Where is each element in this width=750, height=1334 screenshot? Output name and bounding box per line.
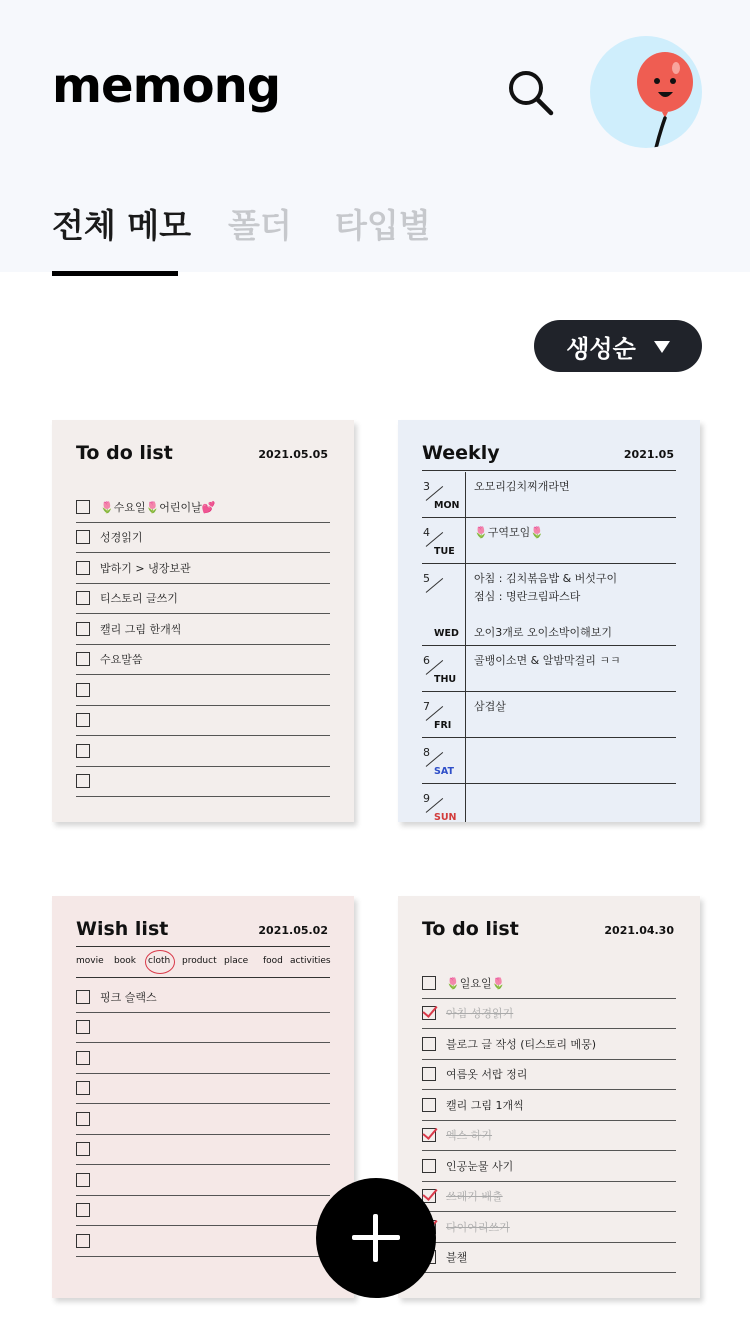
weekly-day-row[interactable] bbox=[422, 564, 676, 646]
checklist-text: 캘리 그림 1개씩 bbox=[446, 1098, 524, 1112]
checklist-text: 수요말씀 bbox=[100, 653, 143, 667]
checklist-row[interactable] bbox=[76, 1104, 330, 1135]
checklist-row[interactable] bbox=[422, 1212, 676, 1243]
weekly-day-text: 오모리김치찌개라면 bbox=[474, 480, 570, 493]
checklist-row[interactable] bbox=[422, 999, 676, 1030]
checklist-row[interactable] bbox=[76, 1165, 330, 1196]
checklist-row[interactable] bbox=[76, 492, 330, 523]
checklist-row[interactable] bbox=[76, 982, 330, 1013]
weekly-day-row[interactable] bbox=[422, 784, 676, 822]
memo-title: Weekly bbox=[422, 442, 500, 464]
weekly-day-cell bbox=[422, 784, 466, 822]
weekly-day-number: 5 bbox=[423, 572, 430, 585]
checkbox-icon[interactable] bbox=[76, 652, 90, 666]
checklist-row[interactable] bbox=[422, 1243, 676, 1274]
todo-list bbox=[422, 968, 676, 1273]
checkbox-icon[interactable] bbox=[422, 1067, 436, 1081]
checkbox-icon[interactable] bbox=[76, 591, 90, 605]
memo-card-todo-0430[interactable] bbox=[398, 896, 700, 1298]
checklist-text: 아침 성경읽기 bbox=[446, 1007, 514, 1021]
memo-card-todo-0505[interactable] bbox=[52, 420, 354, 822]
checklist-row[interactable] bbox=[76, 1196, 330, 1227]
sort-label: 생성순 bbox=[566, 334, 636, 363]
checklist-row[interactable] bbox=[76, 736, 330, 767]
app-header bbox=[0, 0, 750, 272]
weekly-day-name: MON bbox=[434, 500, 460, 511]
checklist-text: 인공눈물 사기 bbox=[446, 1159, 514, 1173]
checklist-row[interactable] bbox=[422, 1121, 676, 1152]
selected-category-circle bbox=[145, 950, 175, 974]
checklist-text: 블챌 bbox=[446, 1251, 468, 1265]
memo-date: 2021.05.02 bbox=[258, 924, 328, 937]
checkbox-icon[interactable] bbox=[76, 744, 90, 758]
weekly-day-row[interactable] bbox=[422, 518, 676, 564]
weekly-day-row[interactable] bbox=[422, 692, 676, 738]
checklist-row[interactable] bbox=[76, 1226, 330, 1257]
memo-date: 2021.05 bbox=[623, 448, 674, 461]
checklist-row[interactable] bbox=[76, 767, 330, 798]
checkbox-icon[interactable] bbox=[76, 1112, 90, 1126]
weekly-day-number: 3 bbox=[423, 480, 430, 493]
checklist-row[interactable] bbox=[76, 614, 330, 645]
balloon-avatar-icon bbox=[590, 36, 702, 148]
wish-category[interactable]: activities bbox=[290, 956, 331, 966]
checklist-text: 🌷일요일🌷 bbox=[446, 976, 506, 990]
checklist-text: 캘리 그림 한개씩 bbox=[100, 622, 182, 636]
checkbox-icon[interactable] bbox=[76, 1020, 90, 1034]
checkbox-icon[interactable] bbox=[76, 1081, 90, 1095]
sort-dropdown[interactable] bbox=[534, 320, 702, 372]
checkbox-icon[interactable] bbox=[76, 530, 90, 544]
checkbox-icon[interactable] bbox=[422, 1159, 436, 1173]
checkbox-icon[interactable] bbox=[76, 561, 90, 575]
caret-down-icon bbox=[654, 341, 670, 353]
checkbox-icon[interactable] bbox=[76, 1142, 90, 1156]
active-tab-indicator bbox=[52, 271, 178, 276]
checklist-row[interactable] bbox=[76, 1013, 330, 1044]
tab-folder[interactable]: 폴더 bbox=[228, 206, 292, 245]
weekly-day-name: FRI bbox=[434, 720, 452, 731]
wish-category[interactable]: book bbox=[114, 956, 136, 966]
weekly-grid bbox=[422, 472, 676, 822]
checkbox-icon[interactable] bbox=[76, 713, 90, 727]
checkbox-icon[interactable] bbox=[76, 683, 90, 697]
checkbox-icon[interactable] bbox=[76, 990, 90, 1004]
memo-card-wish-list[interactable] bbox=[52, 896, 354, 1298]
checked-box-icon[interactable] bbox=[422, 1128, 436, 1142]
search-button[interactable] bbox=[506, 68, 556, 118]
weekly-day-number: 7 bbox=[423, 700, 430, 713]
checklist-row[interactable] bbox=[422, 1090, 676, 1121]
app-logo: memong bbox=[52, 58, 281, 114]
wish-category[interactable]: product bbox=[182, 956, 217, 966]
checklist-row[interactable] bbox=[76, 1043, 330, 1074]
weekly-day-name: SUN bbox=[434, 812, 457, 822]
checklist-row[interactable] bbox=[76, 553, 330, 584]
checkbox-icon[interactable] bbox=[76, 774, 90, 788]
weekly-day-number: 6 bbox=[423, 654, 430, 667]
weekly-day-text: 삼겹살 bbox=[474, 700, 506, 713]
memo-card-weekly[interactable] bbox=[398, 420, 700, 822]
checklist-row[interactable] bbox=[76, 706, 330, 737]
weekly-day-cell bbox=[422, 564, 466, 645]
checklist-text: 밥하기 > 냉장보관 bbox=[100, 561, 191, 575]
checkbox-icon[interactable] bbox=[76, 1051, 90, 1065]
checklist-text: 블로그 글 작성 (티스토리 메뭉) bbox=[446, 1037, 597, 1051]
todo-list bbox=[76, 492, 330, 797]
memo-date: 2021.04.30 bbox=[604, 924, 674, 937]
search-icon bbox=[506, 68, 556, 118]
checklist-text: 엑스 하기 bbox=[446, 1129, 493, 1143]
checklist-row[interactable] bbox=[76, 584, 330, 615]
weekly-day-number: 9 bbox=[423, 792, 430, 805]
checklist-row[interactable] bbox=[422, 1182, 676, 1213]
checklist-row[interactable] bbox=[76, 645, 330, 676]
profile-avatar[interactable] bbox=[590, 36, 702, 148]
weekly-day-text: 아침 : 김치볶음밥 & 버섯구이 점심 : 명란크림파스타 오이3개로 오이소박이해보기 bbox=[474, 572, 618, 639]
wish-category[interactable]: food bbox=[263, 956, 283, 966]
checkbox-icon[interactable] bbox=[76, 500, 90, 514]
weekly-day-text: 🌷구역모임🌷 bbox=[474, 526, 544, 539]
checkbox-icon[interactable] bbox=[76, 1173, 90, 1187]
memo-tabs bbox=[52, 200, 692, 272]
checklist-text: 핑크 슬랙스 bbox=[100, 990, 157, 1004]
weekly-day-cell bbox=[422, 518, 466, 563]
weekly-day-row[interactable] bbox=[422, 646, 676, 692]
weekly-day-name: SAT bbox=[434, 766, 454, 777]
memo-date: 2021.05.05 bbox=[258, 448, 328, 461]
checkbox-icon[interactable] bbox=[76, 1234, 90, 1248]
memo-title: To do list bbox=[422, 918, 519, 940]
add-memo-button[interactable] bbox=[316, 1178, 436, 1298]
checkbox-icon[interactable] bbox=[422, 1098, 436, 1112]
checklist-row[interactable] bbox=[76, 675, 330, 706]
memo-title: Wish list bbox=[76, 918, 169, 940]
wish-category[interactable]: place bbox=[224, 956, 249, 966]
weekly-day-row[interactable] bbox=[422, 472, 676, 518]
weekly-day-number: 4 bbox=[423, 526, 430, 539]
weekly-day-row[interactable] bbox=[422, 738, 676, 784]
checkbox-icon[interactable] bbox=[76, 622, 90, 636]
checklist-row[interactable] bbox=[76, 1074, 330, 1105]
wish-list bbox=[76, 982, 330, 1257]
weekly-day-number: 8 bbox=[423, 746, 430, 759]
weekly-day-cell bbox=[422, 472, 466, 517]
weekly-day-cell bbox=[422, 692, 466, 737]
checked-box-icon[interactable] bbox=[422, 1006, 436, 1020]
checkbox-icon[interactable] bbox=[76, 1203, 90, 1217]
weekly-day-name: THU bbox=[434, 674, 457, 685]
checklist-text: 여름옷 서랍 정리 bbox=[446, 1068, 528, 1082]
checklist-text: 티스토리 글쓰기 bbox=[100, 592, 178, 606]
checklist-row[interactable] bbox=[422, 1151, 676, 1182]
weekly-day-name: WED bbox=[434, 628, 459, 639]
checklist-text: 다이어리쓰기 bbox=[446, 1220, 510, 1234]
tab-by-type[interactable]: 타입별 bbox=[335, 206, 431, 245]
checklist-text: 🌷수요일🌷어린이날💕 bbox=[100, 500, 216, 514]
checkbox-icon[interactable] bbox=[422, 976, 436, 990]
weekly-top-rule bbox=[422, 470, 676, 471]
checklist-text: 성경읽기 bbox=[100, 531, 143, 545]
checklist-row[interactable] bbox=[422, 968, 676, 999]
memo-title: To do list bbox=[76, 442, 173, 464]
weekly-day-cell bbox=[422, 646, 466, 691]
weekly-day-text: 골뱅이소면 & 알밤막걸리 ㅋㅋ bbox=[474, 654, 621, 667]
checklist-row[interactable] bbox=[422, 1060, 676, 1091]
checklist-text: 쓰레기 배출 bbox=[446, 1190, 503, 1204]
checklist-row[interactable] bbox=[422, 1029, 676, 1060]
tab-all-memos[interactable]: 전체 메모 bbox=[52, 206, 192, 245]
wish-category[interactable]: movie bbox=[76, 956, 104, 966]
weekly-day-cell bbox=[422, 738, 466, 783]
checklist-row[interactable] bbox=[76, 523, 330, 554]
wish-category[interactable]: cloth bbox=[148, 956, 171, 966]
weekly-day-name: TUE bbox=[434, 546, 455, 557]
checklist-row[interactable] bbox=[76, 1135, 330, 1166]
checkbox-icon[interactable] bbox=[422, 1037, 436, 1051]
wish-category-bar bbox=[76, 946, 330, 978]
